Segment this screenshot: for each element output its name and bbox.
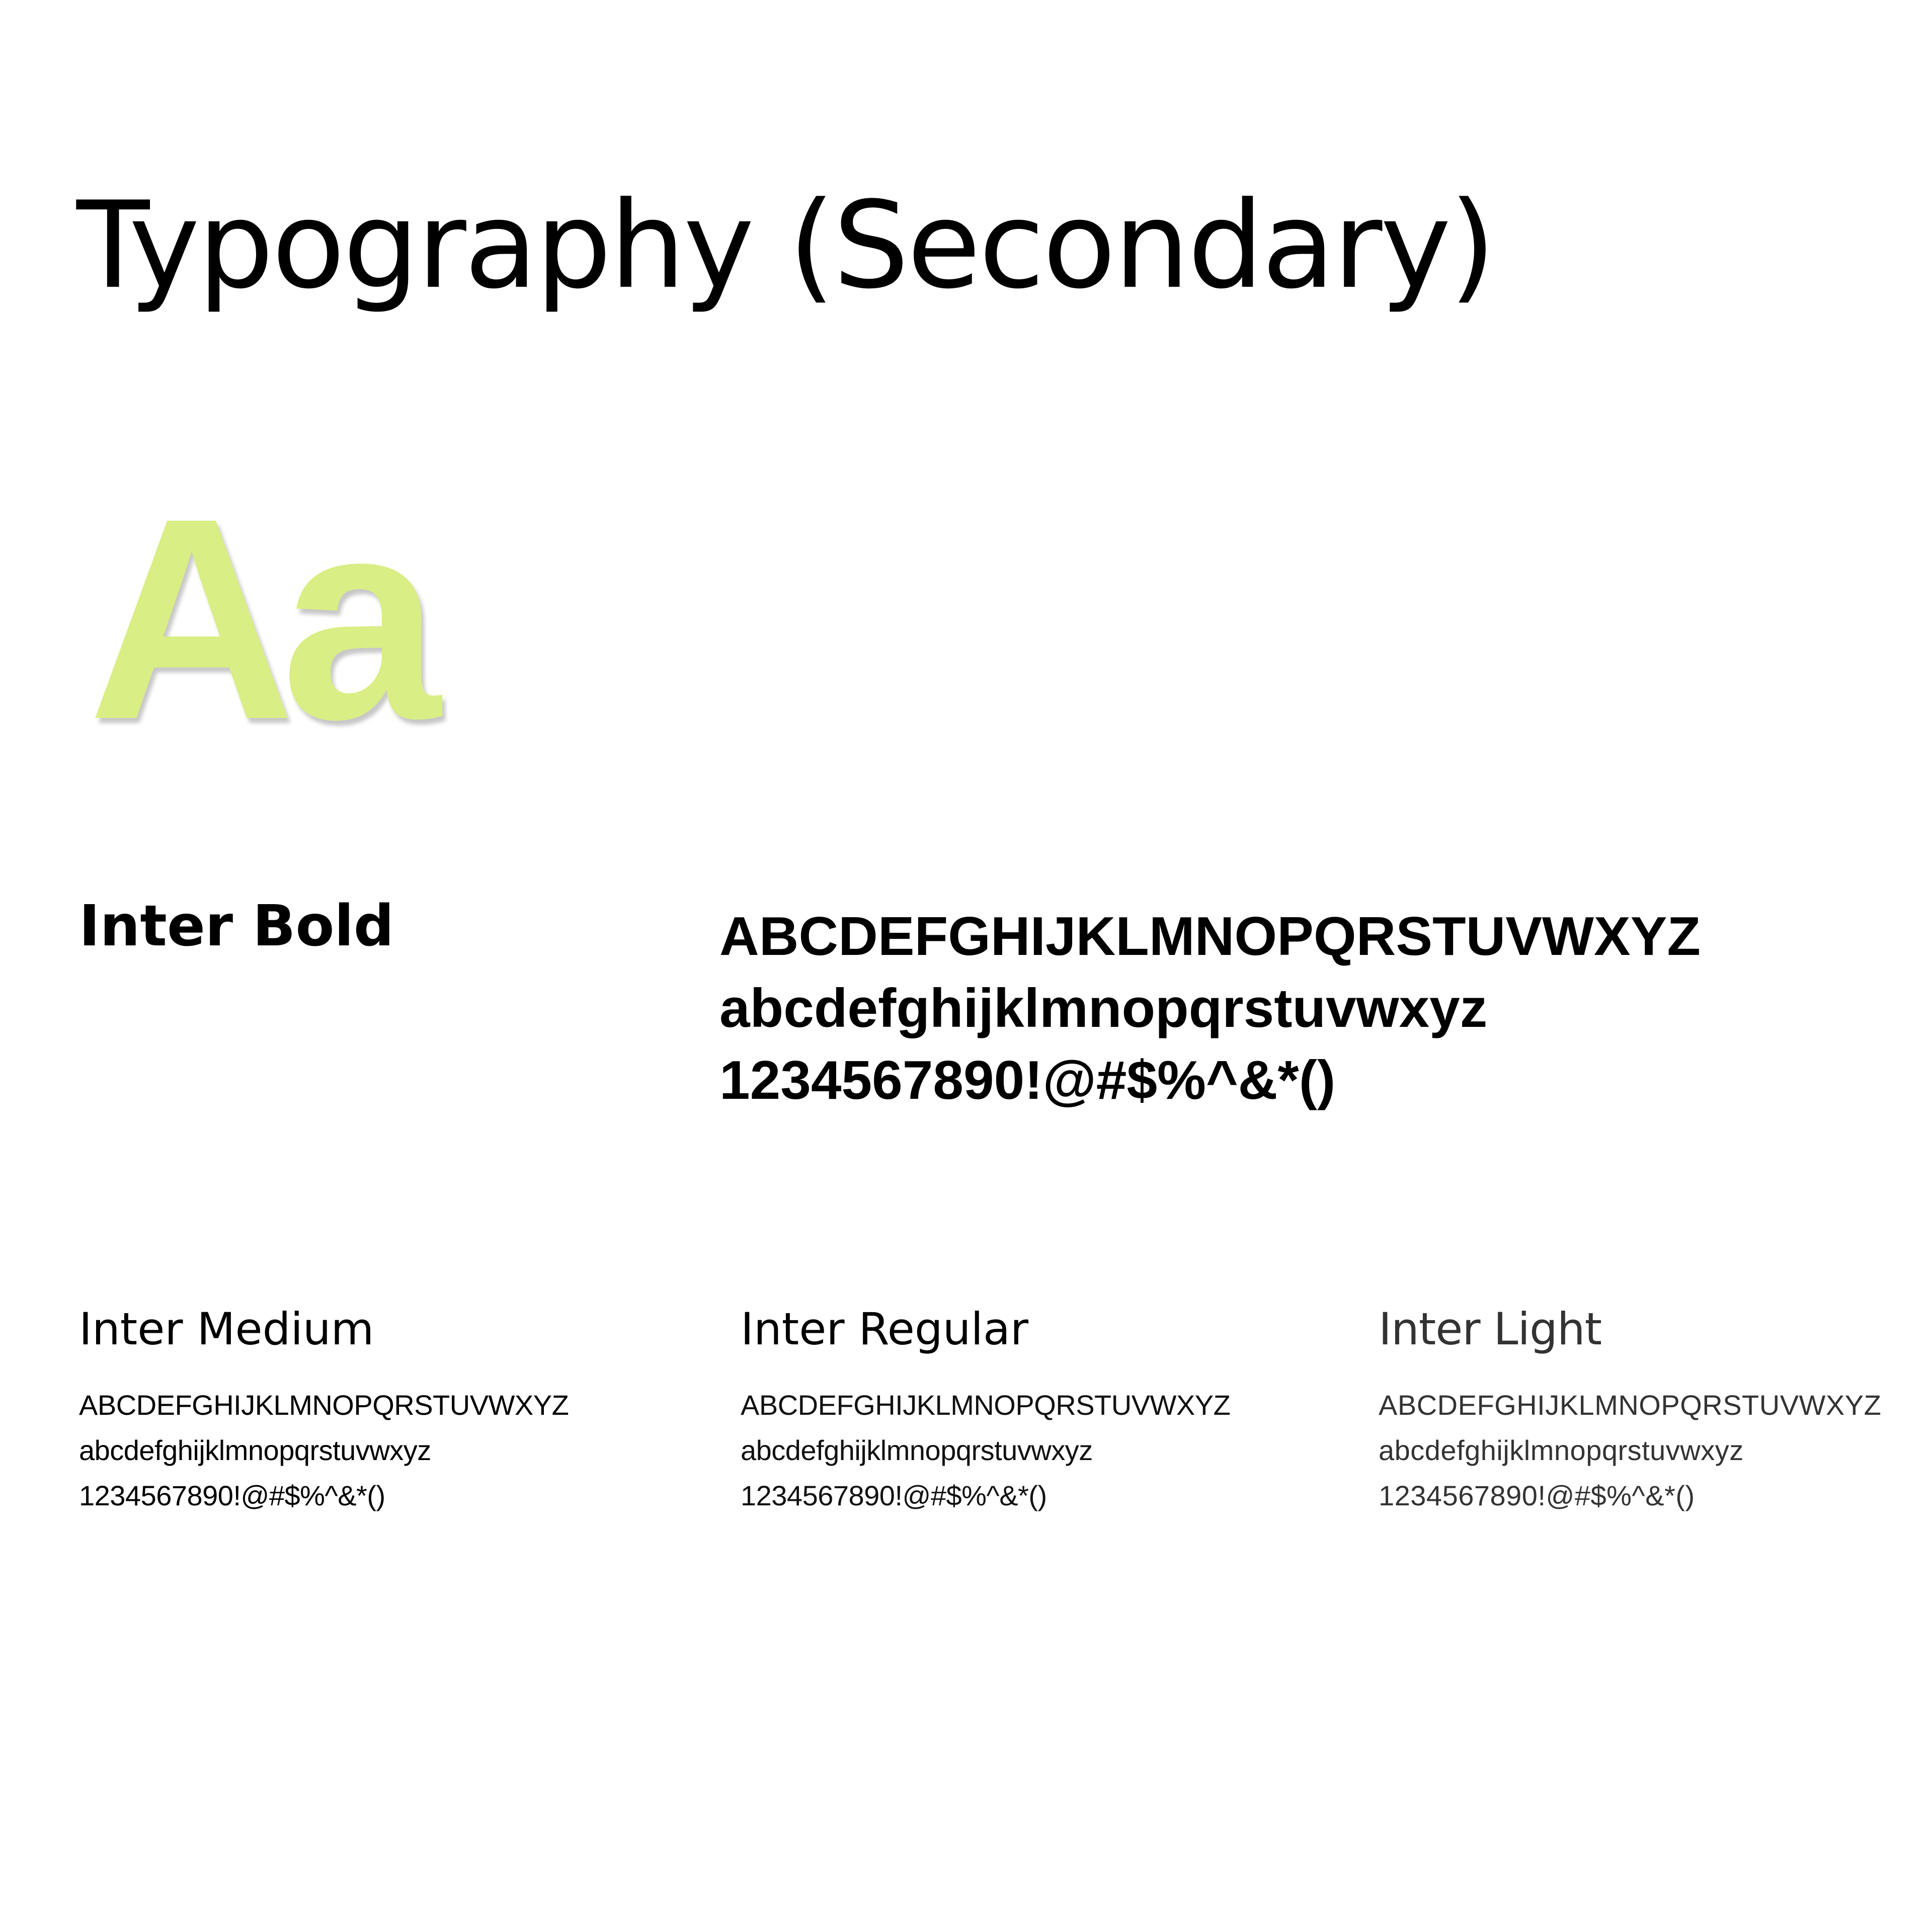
inter-light-uppercase: ABCDEFGHIJKLMNOPQRSTUVWXYZ bbox=[1379, 1389, 1882, 1421]
inter-regular-character-set bbox=[741, 1383, 1230, 1518]
inter-regular-uppercase: ABCDEFGHIJKLMNOPQRSTUVWXYZ bbox=[741, 1389, 1231, 1421]
inter-medium-column bbox=[79, 1303, 569, 1518]
inter-light-character-set bbox=[1379, 1383, 1881, 1518]
inter-light-label: Inter Light bbox=[1379, 1303, 1602, 1355]
inter-light-lowercase: abcdefghijklmnopqrstuvwxyz bbox=[1379, 1434, 1744, 1466]
inter-medium-label: Inter Medium bbox=[79, 1303, 374, 1355]
inter-bold-lowercase: abcdefghijklmnopqrstuvwxyz bbox=[719, 978, 1488, 1039]
inter-regular-column bbox=[741, 1303, 1231, 1518]
inter-bold-uppercase: ABCDEFGHIJKLMNOPQRSTUVWXYZ bbox=[719, 906, 1701, 967]
inter-bold-label: Inter Bold bbox=[79, 894, 394, 959]
inter-light-column bbox=[1379, 1303, 1882, 1518]
inter-regular-lowercase: abcdefghijklmnopqrstuvwxyz bbox=[741, 1434, 1093, 1466]
inter-medium-uppercase: ABCDEFGHIJKLMNOPQRSTUVWXYZ bbox=[79, 1389, 569, 1421]
inter-regular-label: Inter Regular bbox=[741, 1303, 1029, 1355]
page-title: Typography (Secondary) bbox=[76, 176, 1494, 315]
inter-medium-lowercase: abcdefghijklmnopqrstuvwxyz bbox=[79, 1434, 431, 1466]
inter-medium-character-set bbox=[79, 1383, 569, 1518]
type-specimen-aa: Aa bbox=[88, 458, 427, 779]
inter-regular-numbers: 1234567890!@#$%^&*() bbox=[741, 1480, 1047, 1511]
inter-medium-numbers: 1234567890!@#$%^&*() bbox=[79, 1480, 385, 1511]
inter-bold-character-set bbox=[719, 901, 1701, 1116]
inter-bold-numbers: 1234567890!@#$%^&*() bbox=[719, 1050, 1336, 1111]
inter-light-numbers: 1234567890!@#$%^&*() bbox=[1379, 1480, 1695, 1511]
